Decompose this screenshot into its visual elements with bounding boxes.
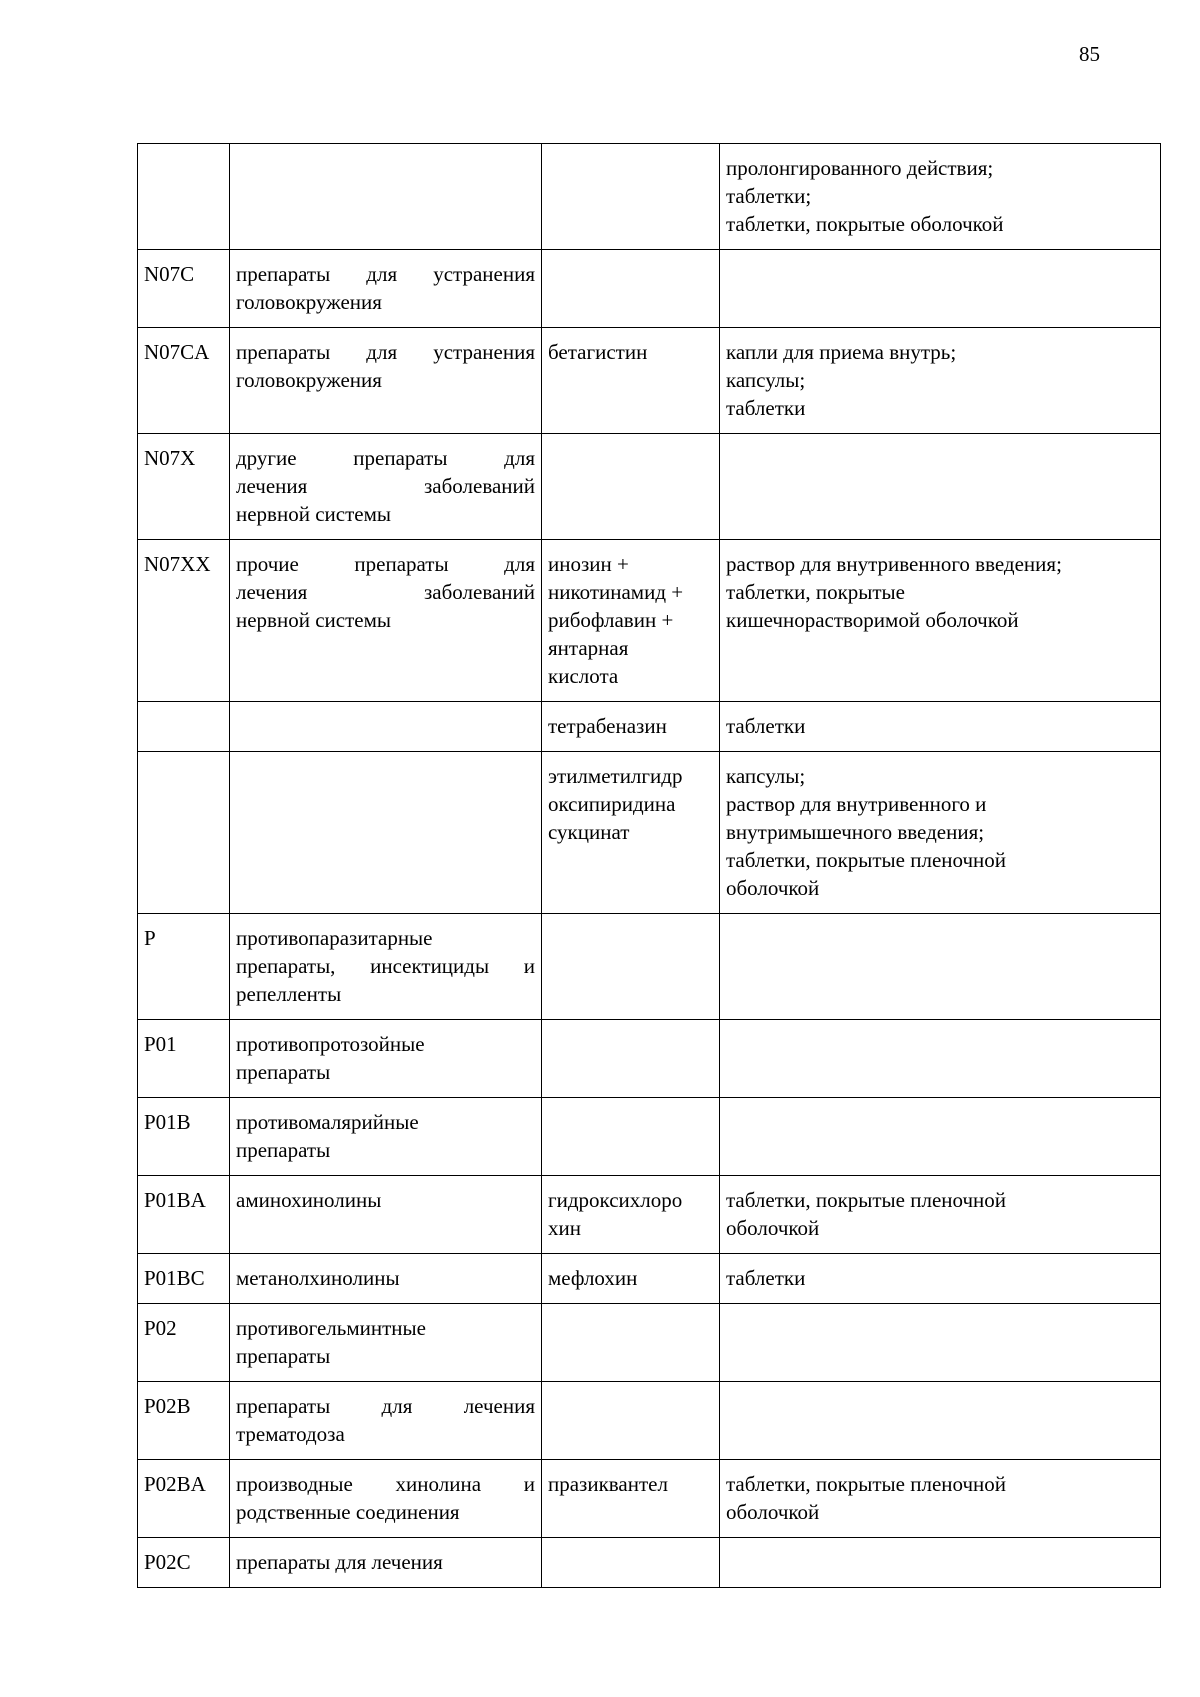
table-row	[138, 1176, 1161, 1254]
group-name-cell-line: головокружения	[236, 290, 382, 314]
dosage-form-cell	[720, 1020, 1161, 1098]
inn-cell	[542, 1538, 720, 1588]
drug-table	[137, 143, 1161, 1588]
table-row	[138, 1254, 1161, 1304]
table-row	[138, 540, 1161, 702]
table-row	[138, 1020, 1161, 1098]
inn-cell-line: празиквантел	[548, 1472, 668, 1496]
group-name-cell-line: препараты, инсектициды и	[236, 954, 535, 978]
dosage-form-cell	[720, 1538, 1161, 1588]
inn-cell-line: этилметилгидр	[548, 764, 683, 788]
dosage-form-cell-line: таблетки, покрытые оболочкой	[726, 212, 1004, 236]
inn-cell	[542, 1382, 720, 1460]
drug-table-body	[138, 144, 1161, 1588]
group-name-cell-line: противогельминтные	[236, 1316, 426, 1340]
inn-cell-line: инозин +	[548, 552, 629, 576]
inn-cell-line: бетагистин	[548, 340, 648, 364]
table-row	[138, 328, 1161, 434]
table-row	[138, 1098, 1161, 1176]
inn-cell	[542, 1254, 720, 1304]
inn-cell-line: кислота	[548, 664, 619, 688]
inn-cell-line: оксипиридина	[548, 792, 676, 816]
dosage-form-cell	[720, 914, 1161, 1020]
group-name-cell	[230, 1382, 542, 1460]
group-name-cell	[230, 1254, 542, 1304]
group-name-cell-line: производные хинолина и	[236, 1472, 535, 1496]
dosage-form-cell	[720, 1176, 1161, 1254]
dosage-form-cell-line: таблетки, покрытые пленочной	[726, 848, 1007, 872]
group-name-cell	[230, 328, 542, 434]
group-name-cell-line: лечения заболеваний	[236, 580, 535, 604]
dosage-form-cell-line: оболочкой	[726, 1216, 820, 1240]
dosage-form-cell	[720, 752, 1161, 914]
inn-cell	[542, 1020, 720, 1098]
group-name-cell	[230, 1460, 542, 1538]
atc-code-cell: P01BC	[138, 1254, 230, 1304]
group-name-cell-line: трематодоза	[236, 1422, 345, 1446]
inn-cell	[542, 144, 720, 250]
inn-cell	[542, 434, 720, 540]
group-name-cell-line: метанолхинолины	[236, 1266, 400, 1290]
dosage-form-cell-line: оболочкой	[726, 876, 820, 900]
group-name-cell-line: аминохинолины	[236, 1188, 382, 1212]
group-name-cell	[230, 1098, 542, 1176]
atc-code-cell: N07XX	[138, 540, 230, 702]
group-name-cell	[230, 250, 542, 328]
group-name-cell	[230, 1538, 542, 1588]
atc-code-cell: P01BA	[138, 1176, 230, 1254]
dosage-form-cell	[720, 702, 1161, 752]
group-name-cell	[230, 144, 542, 250]
dosage-form-cell-line: таблетки	[726, 396, 806, 420]
table-row	[138, 1538, 1161, 1588]
inn-cell	[542, 250, 720, 328]
dosage-form-cell	[720, 250, 1161, 328]
dosage-form-cell-line: кишечнорастворимой оболочкой	[726, 608, 1019, 632]
atc-code-cell: N07C	[138, 250, 230, 328]
dosage-form-cell	[720, 1304, 1161, 1382]
dosage-form-cell-line: внутримышечного введения;	[726, 820, 985, 844]
group-name-cell-line: препараты	[236, 1060, 331, 1084]
group-name-cell	[230, 1304, 542, 1382]
table-row	[138, 1460, 1161, 1538]
page-number: 85	[1079, 42, 1100, 66]
group-name-cell-line: противомалярийные	[236, 1110, 419, 1134]
table-row	[138, 1304, 1161, 1382]
table-row	[138, 1382, 1161, 1460]
group-name-cell-line: нервной системы	[236, 502, 391, 526]
atc-code-cell: N07CA	[138, 328, 230, 434]
inn-cell	[542, 1176, 720, 1254]
group-name-cell-line: прочие препараты для	[236, 552, 535, 576]
atc-code-cell: P02B	[138, 1382, 230, 1460]
inn-cell	[542, 752, 720, 914]
dosage-form-cell-line: таблетки;	[726, 184, 812, 208]
inn-cell	[542, 702, 720, 752]
dosage-form-cell-line: раствор для внутривенного введения;	[726, 552, 1062, 576]
group-name-cell-line: головокружения	[236, 368, 382, 392]
table-row	[138, 702, 1161, 752]
inn-cell	[542, 1304, 720, 1382]
atc-code-cell: P02BA	[138, 1460, 230, 1538]
inn-cell	[542, 1098, 720, 1176]
group-name-cell	[230, 752, 542, 914]
dosage-form-cell-line: капли для приема внутрь;	[726, 340, 957, 364]
inn-cell-line: янтарная	[548, 636, 629, 660]
group-name-cell-line: лечения заболеваний	[236, 474, 535, 498]
group-name-cell-line: противопаразитарные	[236, 926, 433, 950]
group-name-cell	[230, 914, 542, 1020]
dosage-form-cell	[720, 1254, 1161, 1304]
inn-cell	[542, 540, 720, 702]
dosage-form-cell-line: капсулы;	[726, 368, 806, 392]
group-name-cell-line: препараты для лечения	[236, 1550, 443, 1574]
group-name-cell	[230, 1020, 542, 1098]
group-name-cell	[230, 540, 542, 702]
table-row	[138, 914, 1161, 1020]
group-name-cell-line: препараты	[236, 1344, 331, 1368]
dosage-form-cell	[720, 540, 1161, 702]
dosage-form-cell-line: таблетки	[726, 1266, 806, 1290]
dosage-form-cell	[720, 328, 1161, 434]
table-row	[138, 434, 1161, 540]
group-name-cell	[230, 702, 542, 752]
group-name-cell-line: препараты для устранения	[236, 262, 535, 286]
group-name-cell-line: репелленты	[236, 982, 342, 1006]
inn-cell-line: тетрабеназин	[548, 714, 667, 738]
dosage-form-cell-line: раствор для внутривенного и	[726, 792, 987, 816]
dosage-form-cell-line: таблетки, покрытые пленочной	[726, 1188, 1007, 1212]
table-row	[138, 752, 1161, 914]
group-name-cell-line: другие препараты для	[236, 446, 535, 470]
group-name-cell	[230, 434, 542, 540]
group-name-cell-line: противопротозойные	[236, 1032, 425, 1056]
inn-cell-line: никотинамид +	[548, 580, 684, 604]
atc-code-cell: P02	[138, 1304, 230, 1382]
dosage-form-cell-line: таблетки, покрытые пленочной	[726, 1472, 1007, 1496]
group-name-cell-line: препараты для лечения	[236, 1394, 535, 1418]
table-row	[138, 250, 1161, 328]
group-name-cell	[230, 1176, 542, 1254]
dosage-form-cell-line: таблетки, покрытые	[726, 580, 905, 604]
dosage-form-cell	[720, 1460, 1161, 1538]
dosage-form-cell-line: оболочкой	[726, 1500, 820, 1524]
inn-cell-line: мефлохин	[548, 1266, 638, 1290]
dosage-form-cell	[720, 434, 1161, 540]
atc-code-cell: P01B	[138, 1098, 230, 1176]
atc-code-cell	[138, 752, 230, 914]
atc-code-cell	[138, 702, 230, 752]
dosage-form-cell	[720, 1098, 1161, 1176]
atc-code-cell: P01	[138, 1020, 230, 1098]
dosage-form-cell-line: пролонгированного действия;	[726, 156, 994, 180]
inn-cell	[542, 328, 720, 434]
dosage-form-cell	[720, 144, 1161, 250]
inn-cell-line: сукцинат	[548, 820, 630, 844]
dosage-form-cell-line: таблетки	[726, 714, 806, 738]
atc-code-cell: N07X	[138, 434, 230, 540]
inn-cell-line: рибофлавин +	[548, 608, 674, 632]
inn-cell-line: хин	[548, 1216, 581, 1240]
inn-cell-line: гидроксихлоро	[548, 1188, 683, 1212]
table-row	[138, 144, 1161, 250]
atc-code-cell: P02C	[138, 1538, 230, 1588]
group-name-cell-line: препараты для устранения	[236, 340, 535, 364]
atc-code-cell: P	[138, 914, 230, 1020]
atc-code-cell	[138, 144, 230, 250]
dosage-form-cell-line: капсулы;	[726, 764, 806, 788]
group-name-cell-line: препараты	[236, 1138, 331, 1162]
group-name-cell-line: нервной системы	[236, 608, 391, 632]
inn-cell	[542, 914, 720, 1020]
inn-cell	[542, 1460, 720, 1538]
dosage-form-cell	[720, 1382, 1161, 1460]
group-name-cell-line: родственные соединения	[236, 1500, 460, 1524]
